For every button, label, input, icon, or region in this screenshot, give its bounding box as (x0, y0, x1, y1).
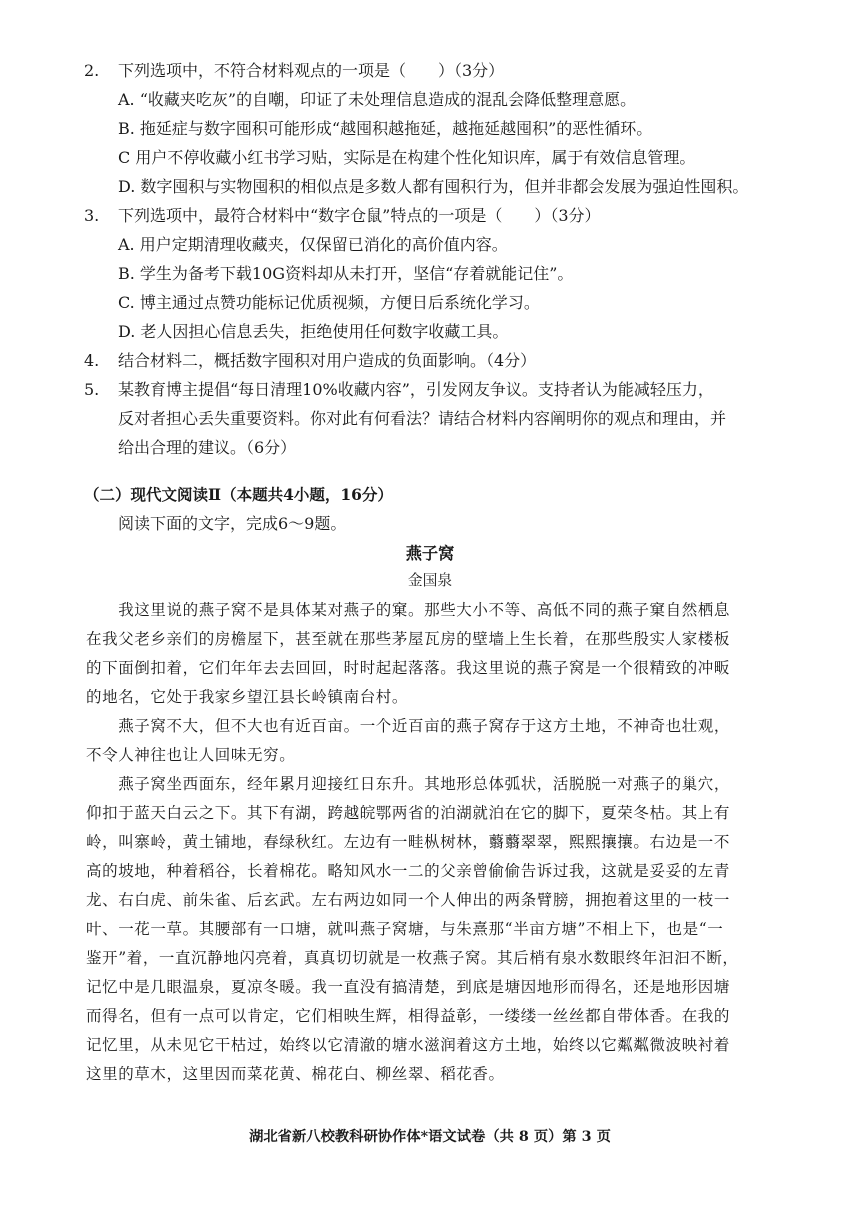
article-author: 金国泉 (407, 572, 453, 589)
article-line: 的下面倒扣着，它们年年去去回回，时时起起落落。我这里说的燕子窝是一个很精致的冲畈 (86, 659, 731, 677)
page-footer: 湖北省新八校教科研协作体*语文试卷（共 8 页）第 3 页 (249, 1129, 611, 1145)
article-line: 高的坡地，种着稻谷，长着棉花。略知风水一二的父亲曾偷偷告诉过我，这就是妥妥的左青 (86, 862, 731, 880)
article-line: 鉴开”着，一直沉静地闪亮着，真真切切就是一枚燕子窝。其后梢有泉水数眼终年汩汩不断， (86, 949, 739, 967)
article-line: 龙、右白虎、前朱雀、后玄武。左右两边如同一个人伸出的两条臂膀，拥抱着这里的一枝一 (86, 891, 731, 909)
article-line: 燕子窝不大，但不大也有近百亩。一个近百亩的燕子窝存于这方土地，不神奇也壮观， (86, 717, 731, 735)
question-3-stem: 下列选项中，最符合材料中“数字仓鼠”特点的一项是（ ）（3分） (118, 206, 601, 225)
article-line: 我这里说的燕子窝不是具体某对燕子的窠。那些大小不等、高低不同的燕子窠自然栖息 (86, 601, 731, 619)
section-instruction: 阅读下面的文字，完成6～9题。 (118, 514, 347, 533)
article-title: 燕子窝 (405, 544, 455, 563)
article-line: 仰扣于蓝天白云之下。其下有湖，跨越皖鄂两省的泊湖就泊在它的脚下，夏荣冬枯。其上有 (86, 804, 731, 822)
question-3-option-b: B. 学生为备考下载10G资料却从未打开，坚信“存着就能记住”。 (118, 264, 574, 283)
question-2-number: 2. (84, 61, 100, 80)
question-5-line-3: 给出合理的建议。（6分） (118, 438, 297, 457)
article-line: 记忆中是几眼温泉，夏凉冬暖。我一直没有搞清楚，到底是塘因地形而得名，还是地形因塘 (86, 978, 731, 996)
question-5-number: 5. (84, 380, 100, 399)
section-heading: （二）现代文阅读Ⅱ（本题共4小题，16分） (84, 485, 393, 504)
question-2-option-b: B. 拖延症与数字囤积可能形成“越囤积越拖延，越拖延越囤积”的恶性循环。 (118, 119, 653, 138)
question-4-stem: 结合材料二，概括数字囤积对用户造成的负面影响。（4分） (118, 351, 537, 370)
article-line: 叶、一花一草。其腰部有一口塘，就叫燕子窝塘，与朱熹那“半亩方塘”不相上下，也是“一 (86, 920, 724, 938)
question-3-number: 3. (84, 206, 100, 225)
question-3-option-a: A. 用户定期清理收藏夹，仅保留已消化的高价值内容。 (118, 235, 508, 254)
article-line: 而得名，但有一点可以肯定，它们相映生辉，相得益彰，一缕缕一丝丝都自带体香。在我的 (86, 1007, 731, 1025)
article-line: 的地名，它处于我家乡望江县长岭镇南台村。 (86, 688, 409, 706)
question-3-option-d: D. 老人因担心信息丢失，拒绝使用任何数字收藏工具。 (118, 322, 509, 341)
article-line: 不令人神往也让人回味无穷。 (86, 746, 296, 764)
article-line: 这里的草木，这里因而菜花黄、棉花白、柳丝翠、稻花香。 (86, 1065, 505, 1083)
article-line: 记忆里，从未见它干枯过，始终以它清澈的塘水滋润着这方土地，始终以它粼粼微波映衬着 (86, 1036, 731, 1054)
question-5-line-1: 某教育博主提倡“每日清理10%收藏内容”，引发网友争议。支持者认为能减轻压力， (118, 380, 714, 399)
question-5-line-2: 反对者担心丢失重要资料。你对此有何看法？请结合材料内容阐明你的观点和理由，并 (118, 409, 727, 428)
question-3-option-c: C. 博主通过点赞功能标记优质视频，方便日后系统化学习。 (118, 293, 540, 312)
article-line: 燕子窝坐西面东，经年累月迎接红日东升。其地形总体弧状，活脱脱一对燕子的巢穴， (86, 775, 731, 793)
question-4-number: 4. (84, 351, 100, 370)
question-2-option-d: D. 数字囤积与实物囤积的相似点是多数人都有囤积行为，但并非都会发展为强迫性囤积。 (118, 177, 749, 196)
question-2-stem: 下列选项中，不符合材料观点的一项是（ ）（3分） (118, 61, 505, 80)
question-2-option-c: C 用户不停收藏小红书学习贴，实际是在构建个性化知识库，属于有效信息管理。 (118, 148, 696, 167)
question-2-option-a: A. “收藏夹吃灰”的自嘲，印证了未处理信息造成的混乱会降低整理意愿。 (118, 90, 637, 109)
article-line: 在我父老乡亲们的房檐屋下，甚至就在那些茅屋瓦房的壁墙上生长着，在那些殷实人家楼板 (86, 630, 731, 648)
article-line: 岭，叫寨岭，黄土铺地，春绿秋红。左边有一畦枞树林，蘙蘙翠翠，熙熙攘攘。右边是一不 (86, 833, 731, 851)
